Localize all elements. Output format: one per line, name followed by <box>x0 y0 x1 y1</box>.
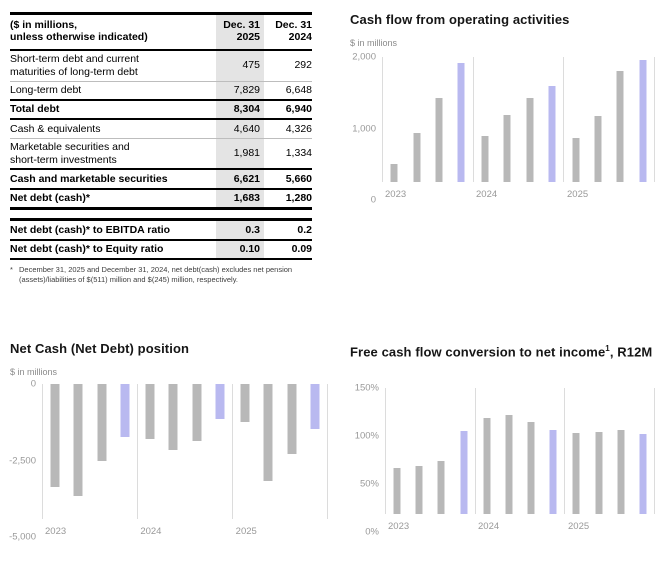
bar-slot <box>564 57 586 182</box>
chart-cash-flow-operating <box>350 12 655 206</box>
bar-highlighted-q4 <box>121 384 130 437</box>
x-axis-year-label: 2023 <box>385 189 407 200</box>
bar <box>391 164 398 182</box>
debt-cash-table-panel <box>10 12 312 285</box>
table-row <box>10 119 312 138</box>
row-label: Cash & equivalents <box>10 119 216 138</box>
bar-slot <box>610 388 632 514</box>
chart-year-group <box>232 384 328 519</box>
value-2025: 0.10 <box>216 240 268 259</box>
footnote-marker: * <box>10 264 13 274</box>
value-2025: 7,829 <box>216 81 268 100</box>
y-axis-tick-label: 1,000 <box>352 123 376 134</box>
x-axis-year-label: 2025 <box>568 521 590 533</box>
bar-slot <box>233 384 257 519</box>
chart-units-label: $ in millions <box>350 38 398 48</box>
y-axis-tick-label: -5,000 <box>9 531 36 543</box>
bar-slot <box>565 388 587 514</box>
bar-slot <box>453 388 475 514</box>
bar-slot <box>520 388 542 514</box>
main-table-wrap <box>10 12 312 210</box>
bar-slot <box>587 57 609 182</box>
bar <box>192 384 201 441</box>
x-axis-year-label: 2024 <box>140 526 162 537</box>
debt-cash-table <box>10 12 312 210</box>
bar-slot <box>304 384 328 519</box>
bar-slot <box>430 388 452 514</box>
bar-slot <box>43 384 67 519</box>
bar <box>595 432 602 514</box>
value-2025: 8,304 <box>216 100 268 119</box>
bar <box>594 116 601 182</box>
chart-net-debt-position <box>9 341 328 543</box>
bar <box>481 136 488 182</box>
table-header-caption: ($ in millions, unless otherwise indicated) <box>10 14 216 50</box>
table-row <box>10 240 312 259</box>
x-axis-labels <box>42 526 328 537</box>
chart-year-group <box>42 384 137 519</box>
bar-slot <box>609 57 631 182</box>
bar-slot <box>209 384 233 519</box>
value-2025: 4,640 <box>216 119 268 138</box>
value-2024: 0.09 <box>268 240 312 259</box>
bar-highlighted-q4 <box>550 430 557 514</box>
chart-year-group <box>475 388 565 514</box>
y-axis-tick-label: 0% <box>365 526 379 538</box>
value-2025: 1,683 <box>216 189 268 209</box>
bar <box>50 384 59 487</box>
value-2025: 0.3 <box>216 220 268 240</box>
bar-slot <box>519 57 541 182</box>
x-axis-year-label: 2023 <box>45 526 67 537</box>
bar <box>436 98 443 182</box>
bar <box>413 133 420 182</box>
bar <box>528 422 535 514</box>
chart-title: Net Cash (Net Debt) position <box>10 341 190 356</box>
bar-slot <box>162 384 186 519</box>
y-axis-tick-label: -2,500 <box>9 455 36 466</box>
row-label: Net debt (cash)* <box>10 189 216 209</box>
column-header-2024: Dec. 31 2024 <box>268 14 312 50</box>
y-axis-tick-label: 100% <box>354 430 379 442</box>
bar-slot <box>90 384 114 519</box>
value-2024: 0.2 <box>268 220 312 240</box>
bar-slot <box>67 384 91 519</box>
bar <box>97 384 106 461</box>
chart-year-group <box>564 388 655 514</box>
row-label: Marketable securities and short-term investments <box>10 138 216 169</box>
value-2025: 6,621 <box>216 169 268 188</box>
bar <box>526 98 533 182</box>
bar-slot <box>405 57 427 182</box>
bar <box>505 415 512 514</box>
row-label: Long-term debt <box>10 81 216 100</box>
bar-slot <box>498 388 520 514</box>
x-axis-labels <box>385 521 655 532</box>
bar <box>264 384 273 481</box>
x-axis-labels <box>382 189 655 200</box>
bar-slot <box>542 388 564 514</box>
bar <box>394 468 401 514</box>
y-axis-tick-label: 2,000 <box>352 51 376 63</box>
value-2024: 1,334 <box>268 138 312 169</box>
bar-slot <box>386 388 408 514</box>
table-row <box>10 169 312 188</box>
bar-highlighted-q4 <box>311 384 320 429</box>
table-header-row <box>10 14 312 50</box>
bar-highlighted-q4 <box>549 86 556 182</box>
table-row <box>10 50 312 81</box>
value-2024: 1,280 <box>268 189 312 209</box>
bar-slot <box>138 384 162 519</box>
x-axis-year-label: 2025 <box>567 189 589 200</box>
chart-year-group <box>473 57 564 182</box>
chart-title: Cash flow from operating activities <box>350 12 570 27</box>
footnote-text: December 31, 2025 and December 31, 2024, net debt(cash) excludes net pension (assets)/liabilities of $(511) million and $(245) million, respectively. <box>19 264 293 284</box>
value-2024: 5,660 <box>268 169 312 188</box>
bar-slot <box>588 388 610 514</box>
bar <box>573 433 580 514</box>
chart-title: Free cash flow conversion to net income$^1$, R12M <box>350 344 653 360</box>
table-row <box>10 100 312 119</box>
bar-slot <box>476 388 498 514</box>
bar-highlighted-q4 <box>639 434 646 515</box>
bar-highlighted-q4 <box>639 60 646 182</box>
bar-slot <box>632 57 654 182</box>
column-header-2025: Dec. 31 2025 <box>216 14 268 50</box>
bar <box>504 115 511 182</box>
chart-fcf-conversion <box>350 341 655 538</box>
value-2024: 6,648 <box>268 81 312 100</box>
bar-slot <box>257 384 281 519</box>
value-2024: 292 <box>268 50 312 81</box>
bar-slot <box>541 57 563 182</box>
chart-year-group <box>137 384 232 519</box>
bar <box>572 138 579 182</box>
chart-year-group <box>563 57 655 182</box>
ratio-table-wrap <box>10 218 312 260</box>
x-axis-year-label: 2023 <box>388 521 410 533</box>
bar-slot <box>496 57 518 182</box>
bar <box>438 461 445 514</box>
value-2025: 1,981 <box>216 138 268 169</box>
bar <box>287 384 296 454</box>
table-row <box>10 81 312 100</box>
row-label: Short-term debt and current maturities of long-term debt <box>10 50 216 81</box>
ratio-table <box>10 218 312 260</box>
table-row <box>10 220 312 240</box>
table-footnote <box>10 265 312 285</box>
chart-year-group <box>382 57 473 182</box>
bar <box>240 384 249 422</box>
bar-slot <box>450 57 472 182</box>
row-label: Net debt (cash)* to EBITDA ratio <box>10 220 216 240</box>
x-axis-year-label: 2024 <box>478 521 500 533</box>
table-row <box>10 138 312 169</box>
plot-area <box>382 57 655 182</box>
bar <box>416 466 423 514</box>
bar-slot <box>114 384 138 519</box>
bar-slot <box>185 384 209 519</box>
value-2024: 4,326 <box>268 119 312 138</box>
value-2024: 6,940 <box>268 100 312 119</box>
bar-slot <box>408 388 430 514</box>
bar <box>617 71 624 182</box>
bar <box>169 384 178 450</box>
bar <box>145 384 154 439</box>
bar <box>483 418 490 515</box>
chart-year-group <box>385 388 475 514</box>
bar-slot <box>383 57 405 182</box>
row-label: Cash and marketable securities <box>10 169 216 188</box>
y-axis-tick-label: 0 <box>370 194 376 206</box>
bar-highlighted-q4 <box>460 431 467 514</box>
bar-slot <box>428 57 450 182</box>
bar-slot <box>632 388 654 514</box>
y-axis-tick-label: 50% <box>359 478 379 490</box>
plot-area <box>385 388 655 514</box>
x-axis-year-label: 2024 <box>476 189 498 200</box>
row-label: Total debt <box>10 100 216 119</box>
bar-slot <box>474 57 496 182</box>
value-2025: 475 <box>216 50 268 81</box>
table-row <box>10 189 312 209</box>
y-axis-tick-label: 0 <box>30 378 36 390</box>
chart-units-label: $ in millions <box>10 367 58 377</box>
plot-area <box>42 384 328 519</box>
bar-highlighted-q4 <box>458 63 465 182</box>
footnote-superscript: 1 <box>605 344 610 353</box>
bar-slot <box>280 384 304 519</box>
bar-highlighted-q4 <box>216 384 225 419</box>
bar <box>617 430 624 514</box>
y-axis-tick-label: 150% <box>354 382 379 394</box>
bar <box>74 384 83 496</box>
x-axis-year-label: 2025 <box>235 526 257 537</box>
row-label: Net debt (cash)* to Equity ratio <box>10 240 216 259</box>
